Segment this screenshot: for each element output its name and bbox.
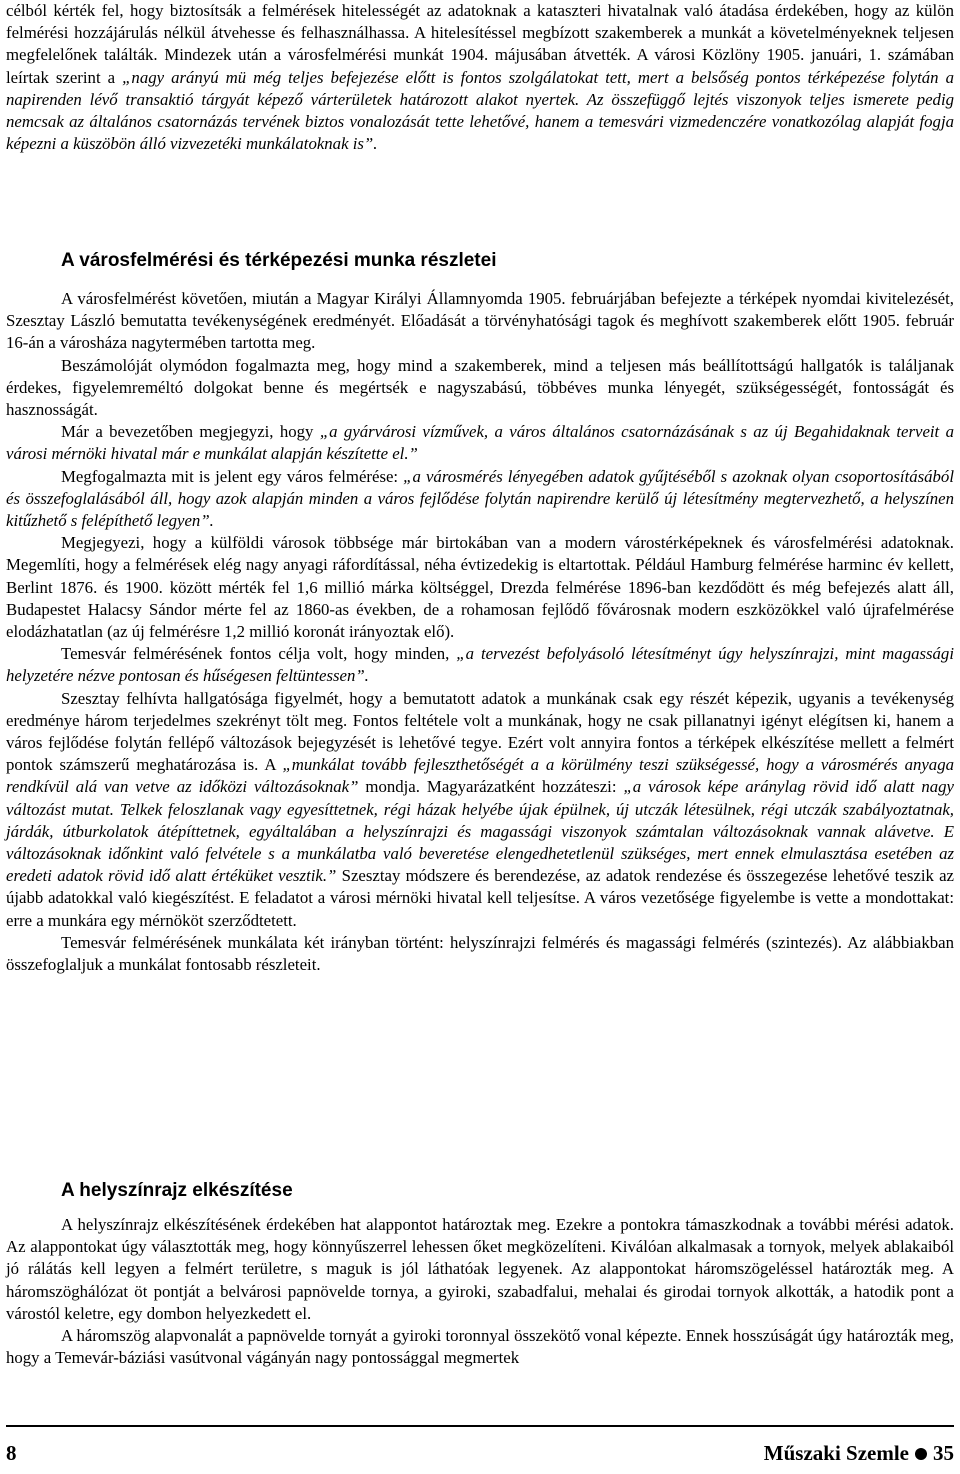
page-number: 8 [6, 1441, 17, 1465]
section-1-paragraph-7 [6, 688, 954, 932]
section-1-paragraph-1: A városfelmérést követően, miután a Magyar Királyi Államnyomda 1905. februárjában befejezte a térképek nyomdai kivitelezését, Szesztay László bemutatta tevékenységének eredményét. Előadását a törvényhatósági tagok és meghívott szakemberek előtt 1905. február 16-án a városháza nagytermében tartotta meg. [6, 289, 954, 353]
section-1-paragraph-2: Beszámolóját olymódon fogalmazta meg, hogy mind a szakemberek, mind a teljesen más beállítottságú hallgatók is találjanak érdekes, figyelemreméltó dolgokat benne és megértsék e nagyszabású, többéves munka lényegét, szükségességét, fontosságát és hasznosságát. [6, 355, 954, 420]
section-1-paragraph-8: Temesvár felmérésének munkálata két irányban történt: helyszínrajzi felmérés és magassági felmérés (szintezés). Az alábbiakban összefoglaljuk a munkálat fontosabb részleteit. [6, 932, 954, 975]
page-footer [6, 1425, 954, 1467]
section-2-body [6, 1214, 954, 1369]
quote: „a gyárvárosi vízművek, a város általános csatornázásának s az új Begahidaknak terveit a városi mérnöki hivatal már e munkálat alapján készítette el.” [6, 422, 954, 464]
journal-title: Műszaki Szemle [763, 1441, 909, 1465]
issue-number: 35 [933, 1441, 954, 1465]
quote: „a városok képe aránylag rövid idő alatt nagy változást mutat. Telkek feloszlanak vagy egyesíttetnek, régi házak helyébe újak épülnek, új utczák létesülnek, régi utczák szabályoztatnak, járdák, útburkolatok átépíttetnek, egyáltalában a helyszínrajzi és magassági viszonyok számtalan változásoknak vannak alávetve. E változásoknak időnkint való felvétele s a munkálatba való beveretése elengedhetetlenül szükséges, mert ennek elmulasztása esetében az eredeti adatok rövid idő alatt értéküket vesztik.” [6, 777, 954, 886]
section-heading-1: A városfelmérési és térképezési munka részletei [61, 250, 497, 271]
section-1-paragraph-5: Megjegyezi, hogy a külföldi városok többsége már birtokában van a modern várostérképeknek és városfelmérési adatoknak. Megemlíti, hogy a felmérések elég nagy anyagi ráfordítással, néha évtizedekig is eltartottak. Például Hamburg felmérése harminc év kellett, Berlint 1876. és 1900. között mérték fel 1,6 millió márka költséggel, Drezda felmérése 1896-ban kezdődött és még befejezés alatt áll, Budapestet Halacsy Sándor mérte fel az 1860-as években, de a rohamosan fejlődő fővárosnak modern eszközökkel való újrafelmérése elodázhatatlan (az új felmérésre 1,2 millió koronát irányoztak elő). [6, 533, 954, 642]
bullet-icon [915, 1448, 927, 1460]
intro-text: célból kérték fel, hogy biztosítsák a felmérések hitelességét az adatoknak a kataszteri hivatalnak való átadása érdekében, hogy az külön felmérési hozzájárulás nélkül átvehesse és felhasználhassa. A hitelesítéssel megbízott szakemberek a munkát a követelményeknek teljesen megfelelőnek találták. Mindezek után a városfelmérési munkát 1904. májusában átvették. A városi Közlöny 1905. januári, 1. számában leírtak szerint a [6, 1, 954, 87]
text: Megfogalmazta mit is jelent egy város felmérése: [61, 466, 404, 486]
section-2-paragraph-2: A háromszög alapvonalát a papnövelde tornyát a gyiroki toronnyal összekötő vonal képezte. Ennek hosszúságát úgy határozták meg, hogy a Temevár-báziási vasútvonal vágányán nagy pontossággal megmertek [6, 1326, 954, 1368]
section-heading-2: A helyszínrajz elkészítése [61, 1180, 293, 1201]
quote: „munkálat tovább fejleszthetőségét a a körülmény teszi szükségessé, hogy a városmérés anyaga rendkívül alá van vetve az időközi változásoknak” [6, 755, 954, 797]
text: Szesztay felhívta hallgatósága figyelmét, hogy a bemutatott adatok a munkának csak egy részét képezik, ugyanis a tevékenység eredménye három terjedelmes szekrényt tölt meg. Fontos feltétele volt a munkának, hogy ne csak pillanatnyi igényt elégítsen ki, hanem a város fejlődése folytán fellépő változások bejegyzését is lehetővé tegye. Ezért volt annyira fontos a térképek elkészítése mellett a felmért pontok számszerű meghatározása is. A [6, 688, 954, 775]
section-1-body [6, 288, 954, 976]
text: Már a bevezetőben megjegyzi, hogy [61, 422, 320, 442]
section-1-paragraph-4 [6, 466, 954, 533]
intro-paragraph [6, 0, 954, 155]
text: mondja. Magyarázatként hozzáteszi: [358, 777, 624, 797]
section-1-paragraph-3 [6, 421, 954, 465]
text: Szesztay módszere és berendezése, az adatok rendezése és összegezése lehetővé teszik az újabb adatokkal való kiegészítést. E feladatot a városi mérnöki hivatal kell teljesítse. A város vezetősége figyelembe is vette a mondottakat: erre a munkára egy mérnököt szerződtetett. [6, 866, 955, 930]
quote: „a városmérés lényegében adatok gyűjtéséből s azoknak olyan csoportosításából és összefoglalásából áll, hogy azok alapján minden a város fejlődése folytán napirendre kerülő új létesítmény megtervezhető, a helyszínen kitűzhető s felépíthető legyen”. [6, 466, 954, 531]
section-2-paragraph-1: A helyszínrajz elkészítésének érdekében hat alappontot határoztak meg. Ezekre a pontokra támaszkodnak a további mérési adatok. Az alappontokat úgy választották meg, hogy könnyűszerrel lehessen őket megközelíteni. Kiválóan alkalmasak a tornyok, melyek ablakaiból jó rálátás kell legyen a felmért területre, s maguk is jól láthatóak legyenek. Az alappontokat háromszögeléssel határozták meg. A háromszöghálózat öt pontját a belvárosi papnövelde tornya, a gyiroki, szabadfalui, mehalai és girodai tornyok alkották, a hatodik pont a várostól keletre, egy dombon helyezkedett el. [6, 1215, 954, 1323]
intro-quote: „nagy arányú mü még teljes befejezése előtt is fontos szolgálatokat tett, mert a belsőség pontos térképezése folytán a napirenden lévő transaktió tárgyát képező várterületek határozott alakot nyertek. Az összefüggő lejtés viszonyok teljes ismerete pedig nemcsak az általános csatornázás tervének biztos vonalozását tette lehetővé, hanem a temesvári vizmedenczére vonatkozólag alapját fogja képezni a küszöbön álló vizvezetéki munkálatoknak is”. [6, 67, 954, 154]
journal-name [764, 1441, 954, 1466]
text: Temesvár felmérésének fontos célja volt, hogy minden, [61, 644, 457, 664]
section-1-paragraph-6 [6, 643, 954, 687]
quote: „a tervezést befolyásoló létesítményt úgy helyszínrajzi, mint magassági helyzetére nézve pontosan és hűségesen feltüntessen”. [6, 644, 954, 686]
